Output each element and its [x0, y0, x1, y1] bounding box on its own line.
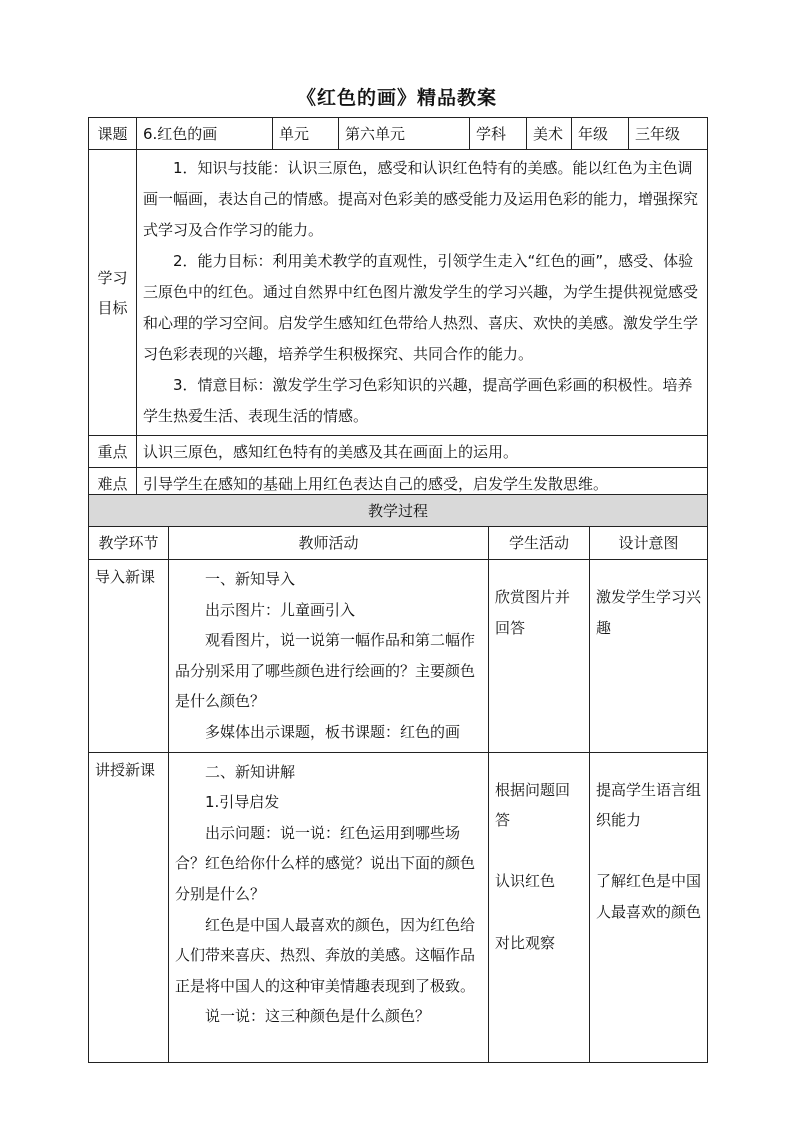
header-student-activity: 学生活动 — [489, 527, 590, 560]
teacher-activity-line: 一、新知导入 — [205, 570, 296, 588]
design-intent-cell: 激发学生学习兴趣 — [590, 560, 708, 753]
process-section-title: 教学过程 — [89, 495, 708, 527]
teacher-activity-line: 出示问题：说一说：红色运用到哪些场合？红色给你什么样的感觉？说出下面的颜色分别是什么？ — [175, 823, 476, 903]
teacher-activity-line: 观看图片，说一说第一幅作品和第二幅作品分别采用了哪些颜色进行绘画的？主要颜色是什么颜色？ — [175, 631, 476, 711]
lesson-info-row — [89, 118, 708, 150]
teacher-activity-line: 出示图片：儿童画引入 — [205, 600, 356, 619]
objectives-row — [89, 150, 708, 436]
key-point-text: 认识三原色，感知红色特有的美感及其在画面上的运用。 — [137, 436, 708, 468]
key-point-label: 重点 — [89, 436, 137, 468]
subject-label: 学科 — [470, 118, 527, 150]
design-intent-line: 提高学生语言组织能力 — [596, 780, 702, 830]
process-row-new-lesson — [89, 752, 708, 1062]
grade-value: 三年级 — [629, 118, 708, 150]
student-activity-cell — [489, 752, 590, 1062]
subject-value: 美术 — [527, 118, 572, 150]
process-row-intro — [89, 560, 708, 753]
design-intent-cell — [590, 752, 708, 1062]
objective-item: 3．情意目标：激发学生学习色彩知识的兴趣，提高学画色彩画的积极性。培养学生热爱生活、表现生活的情感。 — [143, 376, 693, 425]
student-activity-line: 根据问题回答 — [495, 780, 571, 830]
teacher-activity-line: 二、新知讲解 — [205, 762, 296, 781]
unit-label: 单元 — [273, 118, 339, 150]
key-point-row — [89, 436, 708, 468]
difficulty-label: 难点 — [89, 468, 137, 500]
objectives-label: 学习目标 — [89, 150, 137, 436]
process-section-row — [89, 495, 708, 527]
student-activity-line: 认识红色 — [495, 872, 556, 891]
teacher-activity-line: 红色是中国人最喜欢的颜色，因为红色给人们带来喜庆、热烈、奔放的美感。这幅作品正是将中国人的这种审美情趣表现到了极致。 — [175, 915, 476, 995]
topic-value: 6.红色的画 — [137, 118, 273, 150]
difficulty-text: 引导学生在感知的基础上用红色表达自己的感受，启发学生发散思维。 — [137, 468, 708, 500]
header-stage: 教学环节 — [89, 527, 169, 560]
teacher-activity-cell — [169, 560, 489, 753]
objectives-cell — [137, 150, 708, 436]
teacher-activity-cell — [169, 752, 489, 1062]
header-design-intent: 设计意图 — [590, 527, 708, 560]
objective-item: 1．知识与技能：认识三原色，感受和认识红色特有的美感。能以红色为主色调画一幅画，表达自己的情感。提高对色彩美的感受能力及运用色彩的能力，增强探究式学习及合作学习的能力。 — [143, 159, 699, 239]
process-header-row — [89, 527, 708, 560]
design-intent-line: 了解红色是中国人最喜欢的颜色 — [596, 872, 702, 921]
document-title: 《红色的画》精品教案 — [296, 87, 497, 109]
student-activity-line: 对比观察 — [495, 933, 556, 952]
topic-label: 课题 — [89, 118, 137, 150]
grade-label: 年级 — [572, 118, 629, 150]
teacher-activity-line: 1.引导启发 — [205, 793, 280, 812]
lesson-info-table — [88, 117, 708, 500]
unit-value: 第六单元 — [339, 118, 470, 150]
header-teacher-activity: 教师活动 — [169, 527, 489, 560]
stage-cell: 讲授新课 — [89, 752, 169, 1062]
objective-item: 2．能力目标：利用美术教学的直观性，引领学生走入“红色的画”，感受、体验三原色中的红色。通过自然界中红色图片激发学生的学习兴趣，为学生提供视觉感受和心理的学习空间。启发学生感知红色带给人热烈、喜庆、欢快的美感。激发学生学习色彩表现的兴趣，培养学生积极探究、共同合作的能力。 — [143, 252, 699, 363]
student-activity-cell: 欣赏图片并回答 — [489, 560, 590, 753]
teacher-activity-line: 说一说：这三种颜色是什么颜色？ — [205, 1007, 431, 1026]
teacher-activity-line: 多媒体出示课题，板书课题：红色的画 — [205, 722, 461, 741]
teaching-process-table — [88, 494, 708, 1063]
stage-cell: 导入新课 — [89, 560, 169, 753]
